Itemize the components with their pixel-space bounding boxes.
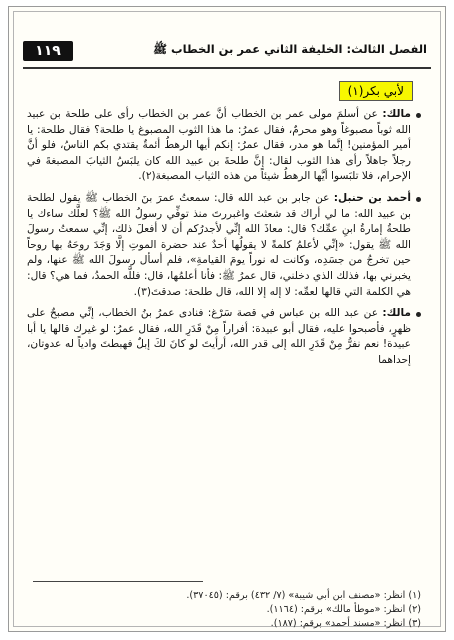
paragraph-text: عن أسلمَ مولى عمر بن الخطاب أنَّ عمر بن الخطاب رأى على طلحة بن عبيد الله ثوباً مصبوغاً وهو محرمٌ، فقال عمرُ: ما هذا الثوب المصبوغ يا طلحة؟ فقال طلحة: يا أمير المؤمنين! إنَّما هو مدر، فقال عمرُ: إنكم أيها الرهطُ أئمةٌ يقتدي بكم الناسُ، فلو أنَّ رجلاً جاهلاً رأى هذا الثوب لقال: إنَّ طلحةَ بن عبيد الله كان يلبَسُ الثيابَ المصبغةَ في الإحرام، فلا تلبَسوا أيَّها الرهطُ شيئاً من هذه الثياب المصبغة(٢).	[27, 108, 411, 183]
narrator-name: مالك:	[382, 108, 411, 120]
paragraph-text: عن جابر بن عبد الله قال: سمعتُ عمرَ بنَ الخطاب ﷺ يقول لطلحة بن عبيد الله: ما لي أراك قد شعثتَ واغبررتَ منذ توفِّي رسولُ الله ﷺ؟ لعلَّك ساءك يا طلحةُ إمارةُ ابنِ عمِّك؟ قال: معاذَ الله إنِّي لأجدرُكم أن لا أفعلَ ذلك، إنِّي سمعتُ رسولَ الله ﷺ يقول: «إنِّي لأعلمُ كلمةً لا يقولُها أحدٌ عند حضرة الموتِ إلَّا وَجَدَ روحَهُ بها روحاً حين تخرجُ من جسَدِه، وكانت له نوراً يومَ القيامةِ»، فلم أسأل رسولَ الله ﷺ عنها، ولم يخبرني بها، فذلك الذي دخلني، قال عمرُ ﷺ: فأنا أعلمُها، قال: فللَّه الحمدُ، فما هي؟ قال: هي الكلمة التي قالها لعمِّه: لا إله إلا الله، قال طلحة: صدقتَ(٣).	[27, 191, 411, 298]
footnote-1: (١) انظر: «مصنف ابن أبي شيبة» (٧/ ٤٣٢) برقم: (٣٧٠٤٥).	[186, 590, 421, 601]
paragraph-ahmad	[27, 191, 421, 300]
page-number: ١١٩	[23, 41, 73, 61]
footnotes	[33, 589, 421, 631]
narrator-name: مالك:	[382, 307, 411, 320]
running-head: الفصل الثالث: الخليفة الثاني عمر بن الخطاب ﷺ	[153, 42, 427, 56]
footnote-divider	[33, 581, 203, 582]
text-body	[27, 107, 421, 631]
highlighted-label: لأبي بكر(١)	[339, 81, 413, 101]
footnote-3: (٣) انظر: «مسند أحمد» برقم: (١٨٧).	[270, 618, 421, 629]
page-header	[23, 39, 431, 69]
book-page	[8, 6, 446, 632]
footnote-2: (٢) انظر: «موطأ مالك» برقم: (١١٦٤).	[266, 604, 421, 615]
paragraph-malik-1	[27, 107, 421, 185]
paragraph-text: عن عبد الله بن عباس في قصة سَرْغ: فنادى عمرُ بنُ الخطاب، إنِّي مصبحٌ على ظهرٍ، فأصبحوا عليه، فقال أبو عبيدة: أفراراً مِنْ قَدَرِ الله، فقال عمرُ: لو غيرك قالها يا أبا عبيدة! نعم نفرُّ مِنْ قَدَرِ الله إلى قدر الله، أرأيتَ لو كانَ لكَ إبلٌ فهبطتَ وادياً له عدوتان، إحداهما	[27, 307, 411, 366]
narrator-name: أحمد بن حنبل:	[333, 191, 411, 204]
paragraph-malik-2	[27, 306, 421, 368]
